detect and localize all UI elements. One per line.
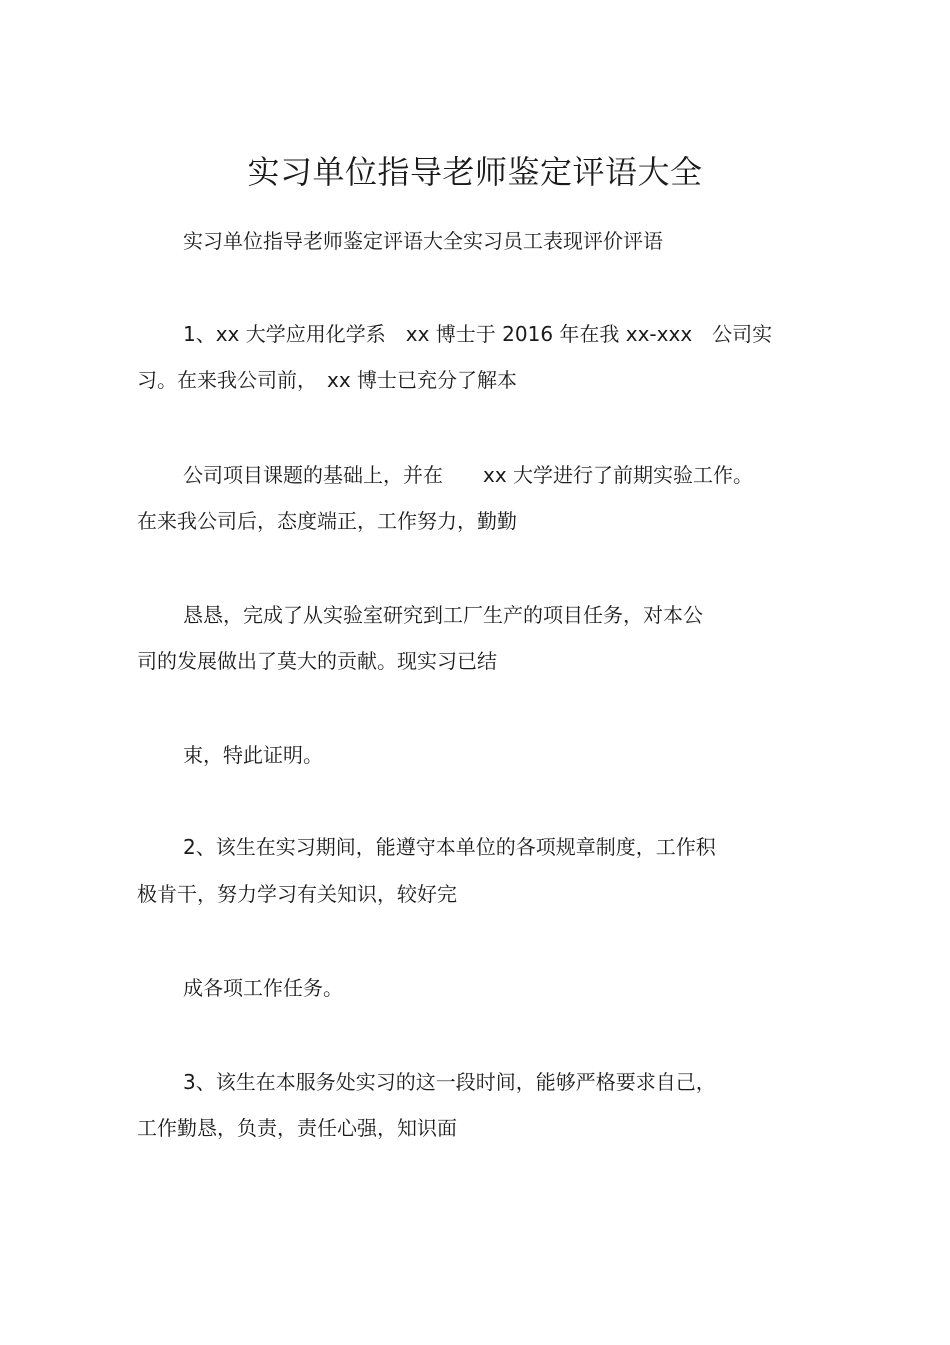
paragraph-1-line-2: 习。在来我公司前， xx 博士已充分了解本 xyxy=(137,368,518,392)
paragraph-2-line-2: 在来我公司后，态度端正，工作努力，勤勤 xyxy=(137,509,517,533)
paragraph-1-line-1: 1、xx 大学应用化学系 xx 博士于 2016 年在我 xx-xxx 公司实 xyxy=(183,322,773,346)
paragraph-5-line-1: 2、该生在实习期间，能遵守本单位的各项规章制度，工作积 xyxy=(183,835,716,859)
paragraph-6-line-1: 成各项工作任务。 xyxy=(183,976,343,1000)
subtitle-line: 实习单位指导老师鉴定评语大全实习员工表现评价评语 xyxy=(183,229,663,253)
paragraph-7-line-1: 3、该生在本服务处实习的这一段时间，能够严格要求自己， xyxy=(183,1070,716,1094)
paragraph-3-line-1: 恳恳，完成了从实验室研究到工厂生产的项目任务，对本公 xyxy=(183,603,703,627)
paragraph-7-line-2: 工作勤恳，负责，责任心强，知识面 xyxy=(137,1116,457,1140)
document-title: 实习单位指导老师鉴定评语大全 xyxy=(247,153,703,191)
paragraph-2-line-1: 公司项目课题的基础上，并在 xx 大学进行了前期实验工作。 xyxy=(183,463,754,487)
paragraph-3-line-2: 司的发展做出了莫大的贡献。现实习已结 xyxy=(137,649,497,673)
paragraph-5-line-2: 极肯干，努力学习有关知识，较好完 xyxy=(137,882,457,906)
paragraph-4-line-1: 束，特此证明。 xyxy=(183,743,323,767)
